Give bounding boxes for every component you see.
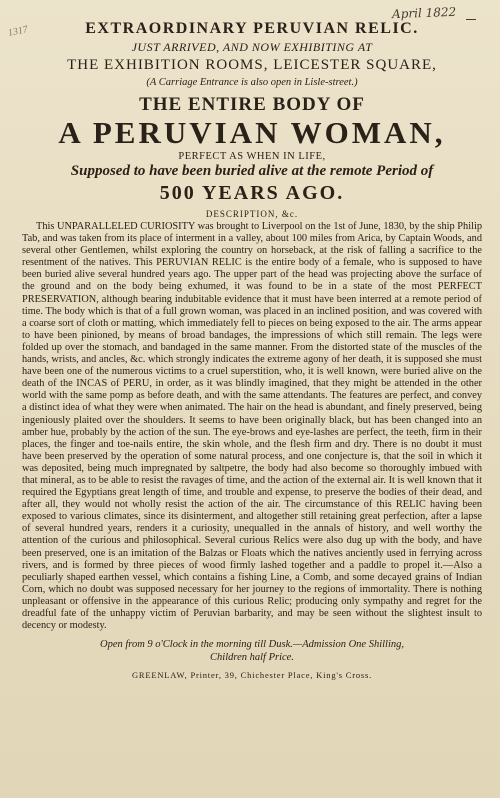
margin-inventory-mark: 1317 — [7, 24, 29, 39]
description-body: This UNPARALLELED CURIOSITY was brought to Liverpool on the 1st of June, 1830, by the ship Philip Tab, and was taken from its place of interment in a valley, about 100 miles from Arica, by Captain Woods, and several other Gentlemen, whilst exploring the country on horseback, at the risk of falling a sacrifice to the resentment of the natives. This PERUVIAN RELIC is the entire body of a female, who is supposed to have been buried alive several hundred years ago. The upper part of the head was projecting above the surface of the ground and on the body being exhumed, it was found to be in a state of the most PERFECT PRESERVATION, although bearing indubitable evidence that it must have been interred at a remote period of time. The body which is that of a full grown woman, was placed in an inclined position, and was covered with a coarse sort of cloth or matting, which immediately fell to pieces on being exposed to the air. The arms appear to have been pinioned, by means of broad bandages, the impressions of which still remain. The legs were folded up over the stomach, and bandaged in the same manner. From the distorted state of the muscles of the hands, wrists, and ancles, &c. which strongly indicates the extreme agony of her death, it is supposed she must have been one of the numerous victims to a cruel superstition, who, it is well known, were buried alive on the death of the INCAS of PERU, in order, as it was blindly imagined, that they might be attended in the other world with the same pomp as before death, and with the same attendants. The features are perfect, and convey a distinct idea of what they were when animated. The hair on the head is abundant, and finely preserved, being ingeniously plaited over the shoulders. It seems to have been originally black, but has been changed into an amber hue, probably by the action of the sun. The eye-brows and eye-lashes are perfect, the teeth, firm in their places, the finger and toe-nails entire, the skin whole, and the flesh firm and dry. There is no doubt it must have been preserved by the operation of some natural process, and one conjecture is, that the soil in which it was deposited, being much impregnated by saltpetre, the body had also become so thoroughly imbued with that mineral, as to be able to resist the ravages of time, and the action of the external air. It is well known that it required the Egyptians great length of time, and trouble and expense, to preserve the bodies of their dead, and after all, they would not wholly resist the action of the air. The circumstance of this RELIC having been exposed to various climates, since its disinterment, and altogether still retaining great perfection, after a lapse of several hundred years, renders it a curiosity, unequalled in the annals of history, and well worthy the attention of the curious and philosophical. Several curious Relics were also dug up with the body, and have been preserved, one is an imitation of the Balzas or Floats which the natives anciently used in ferrying across rivers, and is formed by three pieces of wood firmly lashed together and a paddle to propel it.—Also a peculiarly shaped earthen vessel, which contains a fishing Line, a Comb, and some decayed grains of Indian Corn, which no doubt was supposed necessary for her journey to the regions of immortality. There is nothing unpleasant or offensive in the appearance of this curious Relic; producing only sympathy and regret for the dreadful fate of the unhappy victim of Peruvian barbarity, and may be seen without the slightest insult to decency or modesty. — [22, 221, 482, 632]
entire-body-heading: THE ENTIRE BODY OF — [139, 94, 365, 115]
supposed-buried-line: Supposed to have been buried alive at the remote Period of — [70, 163, 434, 179]
peruvian-woman-heading: A PERUVIAN WOMAN, — [58, 115, 446, 150]
annotation-dash — [466, 19, 476, 20]
headline-title: EXTRAORDINARY PERUVIAN RELIC. — [85, 20, 419, 37]
description-label: DESCRIPTION, &c. — [205, 209, 299, 219]
carriage-note: (A Carriage Entrance is also open in Lisle-street.) — [146, 77, 358, 88]
years-ago-heading: 500 YEARS AGO. — [159, 182, 345, 204]
printer-imprint: GREENLAW, Printer, 39, Chichester Place, King's Cross. — [131, 670, 373, 681]
opening-hours — [22, 638, 482, 664]
children-price-line: Children half Price. — [210, 652, 294, 664]
just-arrived-line: JUST ARRIVED, AND NOW EXHIBITING AT — [131, 40, 373, 54]
perfect-as-in-life-line: PERFECT AS WHEN IN LIFE, — [178, 151, 326, 162]
opening-hours-line: Open from 9 o'Clock in the morning till Dusk.—Admission One Shilling, — [99, 639, 404, 651]
venue-line: THE EXHIBITION ROOMS, LEICESTER SQUARE, — [67, 57, 437, 73]
handwritten-date-annotation: April 1822 — [391, 4, 457, 22]
